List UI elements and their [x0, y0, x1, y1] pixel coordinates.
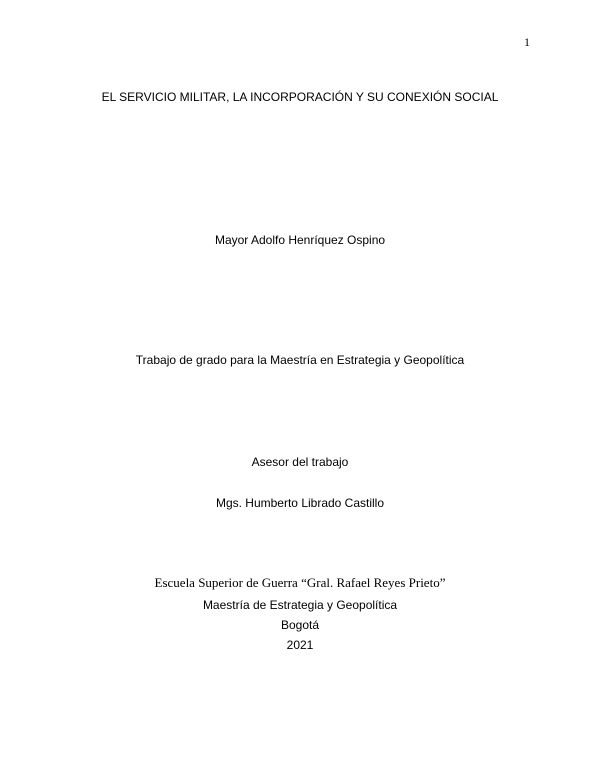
work-type: Trabajo de grado para la Maestría en Estrategia y Geopolítica	[135, 353, 465, 367]
city: Bogotá	[280, 618, 320, 632]
page-number: 1	[524, 35, 530, 49]
author-name: Mayor Adolfo Henríquez Ospino	[214, 233, 386, 247]
institution-name: Escuela Superior de Guerra “Gral. Rafael Reyes Prieto”	[154, 575, 446, 590]
document-title: EL SERVICIO MILITAR, LA INCORPORACIÓN Y SU CONEXIÓN SOCIAL	[101, 90, 499, 104]
advisor-label: Asesor del trabajo	[251, 455, 349, 469]
advisor-name: Mgs. Humberto Librado Castillo	[215, 496, 385, 510]
year: 2021	[286, 638, 314, 652]
program-name: Maestría de Estrategia y Geopolítica	[202, 598, 398, 612]
